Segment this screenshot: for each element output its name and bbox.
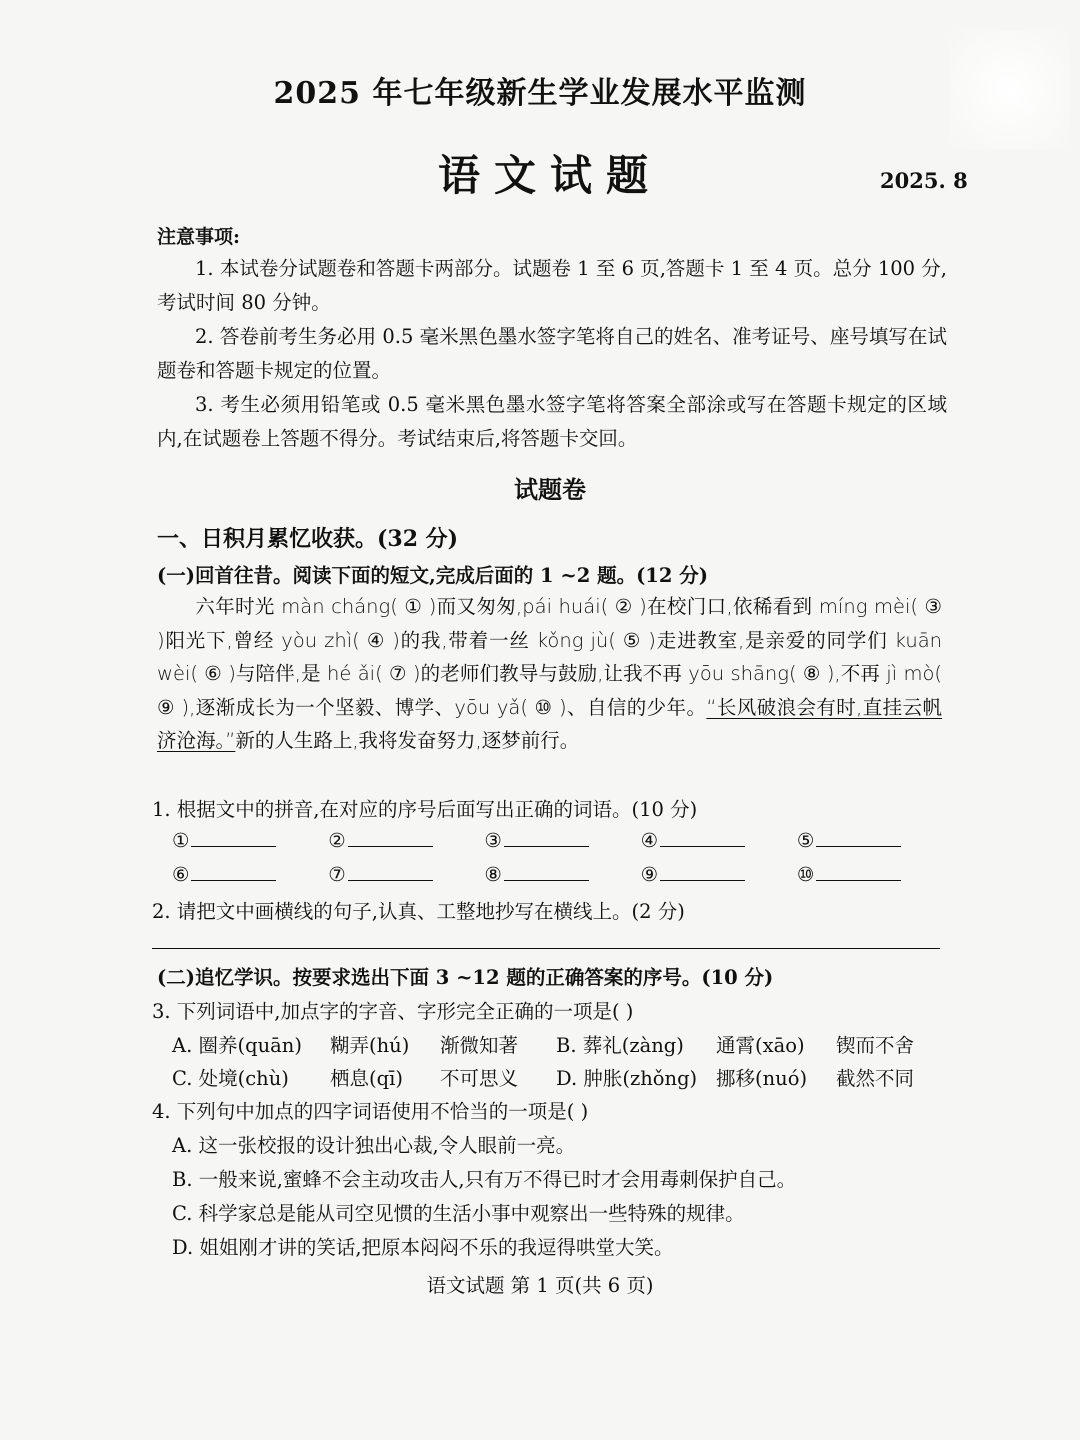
- answer-blank[interactable]: ⑦: [328, 862, 478, 886]
- q3-option-d-word3: 截然不同: [836, 1067, 915, 1090]
- q3-option-c-word1: C. 处境(chù): [172, 1067, 289, 1090]
- q3-option-a-word3: 渐微知著: [440, 1034, 519, 1057]
- blank-row-2: [172, 862, 947, 886]
- passage-body: 六年时光 màn cháng( ① )而又匆匆,pái huái( ② )在校门口,依稀看到 míng mèi( ③ )阳光下,曾经 yòu zhì( ④ )的我,带着一丝 kǒng jù( ⑤ )走进教室,是亲爱的同学们 kuān wèi( ⑥ )与陪伴,是 hé ǎi( ⑦ )的老师们教导与鼓励,让我不再 yōu shāng( ⑧ ),不再 jì mò( ⑨ ),逐渐成长为一个坚毅、博学、yōu yǎ( ⑩ )、自信的少年。: [157, 595, 942, 719]
- question-4: 4. 下列句中加点的四字词语使用不恰当的一项是( ): [152, 1100, 589, 1123]
- answer-blank[interactable]: ②: [328, 828, 478, 852]
- answer-blank[interactable]: ⑨: [641, 862, 791, 886]
- q3-option-b-word2: 通霄(xāo): [716, 1034, 805, 1057]
- q3-option-a-word2: 糊弄(hú): [330, 1034, 410, 1057]
- q3-option-d-word1: D. 肿胀(zhǒng): [556, 1067, 698, 1090]
- answer-blank[interactable]: ⑥: [172, 862, 322, 886]
- sub2-heading: (二)追忆学识。按要求选出下面 3 ~12 题的正确答案的序号。(10 分): [157, 966, 774, 989]
- notice-item-1: 1. 本试卷分试题卷和答题卡两部分。试题卷 1 至 6 页,答题卡 1 至 4 页。总分 100 分,考试时间 80 分钟。: [157, 257, 947, 314]
- subject-title: 语文试题: [437, 151, 662, 200]
- blank-row-1: [172, 828, 947, 852]
- page-footer: 语文试题 第 1 页(共 6 页): [426, 1274, 654, 1297]
- exam-title: 2025 年七年级新生学业发展水平监测: [273, 76, 807, 111]
- q3-option-b-word1: B. 葬礼(zàng): [556, 1034, 684, 1057]
- q3-option-d-word2: 挪移(nuó): [716, 1067, 808, 1090]
- answer-blank[interactable]: ①: [172, 828, 322, 852]
- section-title: 试题卷: [514, 475, 586, 504]
- underlined-quote: “长风破浪会有时,直挂云帆济沧海。”: [157, 695, 942, 752]
- answer-blank[interactable]: ⑤: [797, 828, 947, 852]
- q4-option-c: C. 科学家总是能从司空见惯的生活小事中观察出一些特殊的规律。: [172, 1202, 745, 1225]
- notice-heading: 注意事项:: [157, 226, 241, 248]
- q3-option-b-word3: 锲而不舍: [836, 1034, 915, 1057]
- q4-option-a: A. 这一张校报的设计独出心裁,令人眼前一亮。: [172, 1134, 576, 1157]
- answer-blank[interactable]: ⑩: [797, 862, 947, 886]
- question-1: 1. 根据文中的拼音,在对应的序号后面写出正确的词语。(10 分): [152, 798, 698, 821]
- answer-line[interactable]: [152, 948, 940, 949]
- q3-option-c-word3: 不可思义: [440, 1067, 519, 1090]
- exam-date: 2025. 8: [880, 168, 968, 193]
- reading-passage: [157, 590, 942, 758]
- notice-item-3: 3. 考生必须用铅笔或 0.5 毫米黑色墨水签字笔将答案全部涂或写在答题卡规定的区域内,在试题卷上答题不得分。考试结束后,将答题卡交回。: [157, 393, 947, 450]
- answer-blank[interactable]: ⑧: [484, 862, 634, 886]
- q3-option-a-word1: A. 圈养(quān): [172, 1034, 302, 1057]
- notice-item-2: 2. 答卷前考生务必用 0.5 毫米黑色墨水签字笔将自己的姓名、准考证号、座号填写在试题卷和答题卡规定的位置。: [157, 325, 947, 382]
- question-2: 2. 请把文中画横线的句子,认真、工整地抄写在横线上。(2 分): [152, 900, 685, 923]
- answer-blank[interactable]: ③: [484, 828, 634, 852]
- q4-option-d: D. 姐姐刚才讲的笑话,把原本闷闷不乐的我逗得哄堂大笑。: [172, 1236, 674, 1259]
- answer-blank[interactable]: ④: [641, 828, 791, 852]
- q3-option-c-word2: 栖息(qī): [330, 1067, 403, 1090]
- q4-option-b: B. 一般来说,蜜蜂不会主动攻击人,只有万不得已时才会用毒刺保护自己。: [172, 1168, 797, 1191]
- passage-end: 新的人生路上,我将发奋努力,逐梦前行。: [235, 729, 580, 752]
- part1-heading: 一、日积月累忆收获。(32 分): [157, 526, 459, 552]
- sub1-heading: (一)回首往昔。阅读下面的短文,完成后面的 1 ~2 题。(12 分): [157, 564, 708, 587]
- question-3: 3. 下列词语中,加点字的字音、字形完全正确的一项是( ): [152, 1000, 634, 1023]
